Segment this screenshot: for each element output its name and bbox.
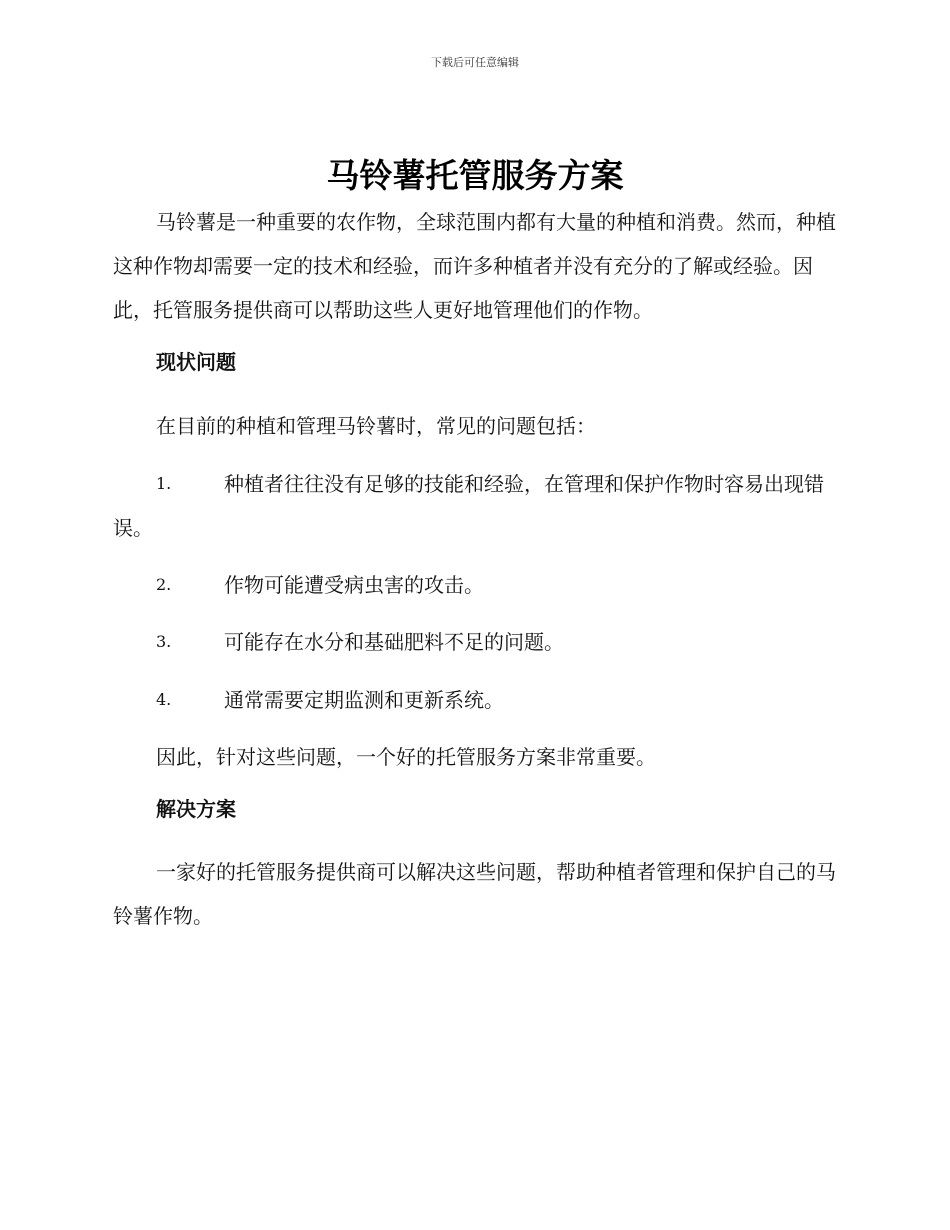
- list-item-text: 种植者往往没有足够的技能和经验，在管理和保护作物时容易出现错误。: [113, 472, 824, 540]
- list-item: [113, 620, 837, 664]
- solution-paragraph: 一家好的托管服务提供商可以解决这些问题，帮助种植者管理和保护自己的马铃薯作物。: [113, 860, 836, 928]
- list-item-number: 4.: [156, 690, 172, 709]
- list-item: [113, 462, 837, 550]
- therefore-paragraph: 因此，针对这些问题，一个好的托管服务方案非常重要。: [156, 745, 656, 769]
- list-item-number: 2.: [156, 575, 172, 594]
- list-item: [113, 678, 837, 722]
- section-heading-status: 现状问题: [156, 350, 236, 374]
- page-header-note: 下载后可任意编辑: [431, 56, 519, 69]
- status-lead-paragraph: 在目前的种植和管理马铃薯时，常见的问题包括：: [156, 414, 596, 438]
- list-item-text: 通常需要定期监测和更新系统。: [224, 688, 504, 712]
- intro-paragraph: 马铃薯是一种重要的农作物，全球范围内都有大量的种植和消费。然而，种植这种作物却需要一定的技术和经验，而许多种植者并没有充分的了解或经验。因此，托管服务提供商可以帮助这些人更好地管理他们的作物。: [113, 210, 836, 322]
- list-item-number: 1.: [156, 474, 172, 493]
- document-title: 马铃薯托管服务方案: [326, 156, 624, 195]
- section-heading-solution: 解决方案: [156, 797, 236, 821]
- list-item-text: 可能存在水分和基础肥料不足的问题。: [224, 630, 564, 654]
- list-item: [113, 563, 837, 607]
- list-item-text: 作物可能遭受病虫害的攻击。: [224, 573, 484, 597]
- list-item-number: 3.: [156, 632, 172, 651]
